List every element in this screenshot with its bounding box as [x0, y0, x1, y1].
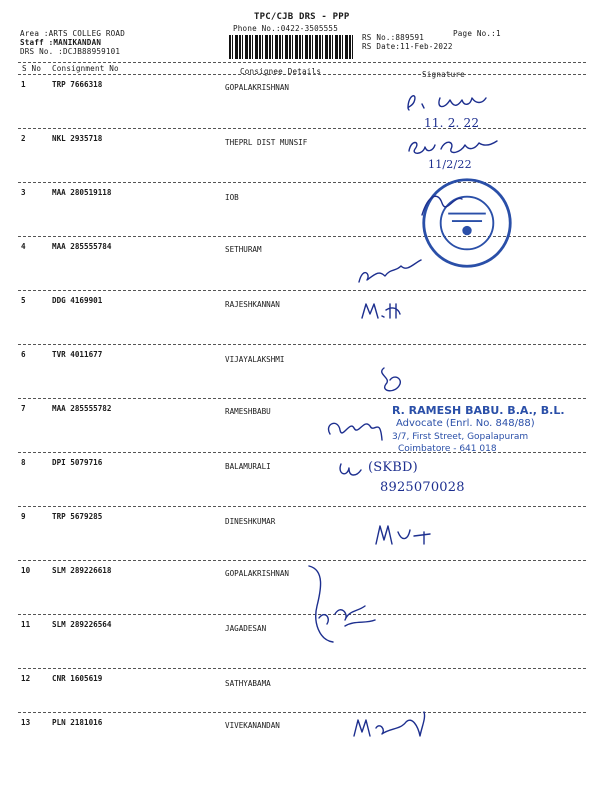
- row-divider: [18, 128, 586, 129]
- row-serial-number: 1: [21, 80, 26, 89]
- row-divider: [18, 614, 586, 615]
- row-consignee-name: THEPRL DIST MUNSIF: [225, 138, 308, 147]
- row-serial-number: 5: [21, 296, 26, 305]
- row-consignee-name: RAJESHKANNAN: [225, 300, 280, 309]
- row-consignment-number: CNR 1605619: [52, 674, 103, 683]
- signature-date-row-1: 11. 2. 22: [424, 116, 480, 130]
- rs-date: RS Date:11-Feb-2022: [362, 42, 453, 51]
- row-serial-number: 12: [21, 674, 31, 683]
- row-serial-number: 11: [21, 620, 31, 629]
- row-consignment-number: TRP 7666318: [52, 80, 103, 89]
- drs-number: DRS No. :DCJB88959101: [20, 47, 121, 56]
- row-divider: [18, 712, 586, 713]
- row-consignment-number: PLN 2181016: [52, 718, 103, 727]
- row-serial-number: 13: [21, 718, 31, 727]
- rs-number: RS No.:889591: [362, 33, 425, 42]
- row-consignment-number: DDG 4169901: [52, 296, 103, 305]
- page-number: Page No.:1: [453, 29, 501, 38]
- signature-row-6: [372, 364, 412, 400]
- column-header-consignee: Consignee Details: [240, 67, 322, 76]
- row-divider: [18, 452, 586, 453]
- row-consignee-name: GOPALAKRISHNAN: [225, 569, 290, 578]
- row-consignment-number: DPI 5079716: [52, 458, 103, 467]
- row-serial-number: 8: [21, 458, 26, 467]
- staff-label: Staff :MANIKANDAN: [20, 38, 102, 47]
- phone-number: Phone No.:0422-3505555: [233, 24, 338, 33]
- signature-note-row-8: (SKBD): [368, 460, 418, 475]
- row-consignee-name: GOPALAKRISHNAN: [225, 83, 290, 92]
- row-consignment-number: MAA 280519118: [52, 188, 112, 197]
- row-consignee-name: SETHURAM: [225, 245, 262, 254]
- signature-date-row-2: 11/2/22: [428, 158, 472, 171]
- row-consignee-name: VIJAYALAKSHMI: [225, 355, 285, 364]
- signature-row-3: [418, 185, 478, 225]
- row-consignment-number: SLM 289226618: [52, 566, 112, 575]
- row-divider: [18, 398, 586, 399]
- barcode-icon: [229, 35, 353, 59]
- advocate-name: R. RAMESH BABU. B.A., B.L.: [392, 404, 565, 417]
- row-serial-number: 7: [21, 404, 26, 413]
- advocate-role: Advocate (Enrl. No. 848/88): [396, 418, 535, 429]
- row-consignee-name: IOB: [225, 193, 239, 202]
- signature-row-5: [360, 300, 420, 322]
- advocate-address-line-2: Coimbatore - 641 018: [398, 444, 497, 454]
- signature-row-4: [355, 252, 445, 292]
- sheet-title: TPC/CJB DRS - PPP: [254, 12, 350, 22]
- row-consignee-name: RAMESHBABU: [225, 407, 271, 416]
- row-serial-number: 3: [21, 188, 26, 197]
- row-serial-number: 10: [21, 566, 31, 575]
- header-divider: [18, 62, 586, 63]
- signature-row-9: [372, 522, 442, 550]
- row-divider: [18, 344, 586, 345]
- row-serial-number: 6: [21, 350, 26, 359]
- row-serial-number: 4: [21, 242, 26, 251]
- row-consignee-name: JAGADESAN: [225, 624, 267, 633]
- row-consignee-name: VIVEKANANDAN: [225, 721, 280, 730]
- row-divider: [18, 668, 586, 669]
- row-consignment-number: SLM 289226564: [52, 620, 112, 629]
- handwritten-phone-row-8: 8925070028: [380, 480, 465, 495]
- row-consignment-number: TVR 4011677: [52, 350, 103, 359]
- signature-row-10-11: [305, 560, 385, 665]
- area-label: Area :ARTS COLLEG ROAD: [20, 29, 125, 38]
- table-row: [0, 718, 600, 774]
- row-divider: [18, 560, 586, 561]
- row-consignment-number: NKL 2935718: [52, 134, 103, 143]
- row-divider: [18, 290, 586, 291]
- advocate-address-line-1: 3/7, First Street, Gopalapuram: [392, 432, 529, 442]
- signature-row-7: [320, 410, 400, 450]
- row-consignee-name: DINESHKUMAR: [225, 517, 276, 526]
- row-consignment-number: MAA 285555784: [52, 242, 112, 251]
- column-header-signature: Signature: [422, 70, 465, 79]
- signature-row-13: [350, 708, 440, 744]
- column-header-sno: S No: [22, 64, 42, 73]
- row-consignee-name: BALAMURALI: [225, 462, 271, 471]
- row-consignment-number: MAA 285555782: [52, 404, 112, 413]
- row-consignee-name: SATHYABAMA: [225, 679, 271, 688]
- row-serial-number: 2: [21, 134, 26, 143]
- column-divider: [18, 74, 586, 75]
- column-header-consignment: Consignment No: [52, 64, 119, 73]
- row-divider: [18, 506, 586, 507]
- row-consignment-number: TRP 5679285: [52, 512, 103, 521]
- row-serial-number: 9: [21, 512, 26, 521]
